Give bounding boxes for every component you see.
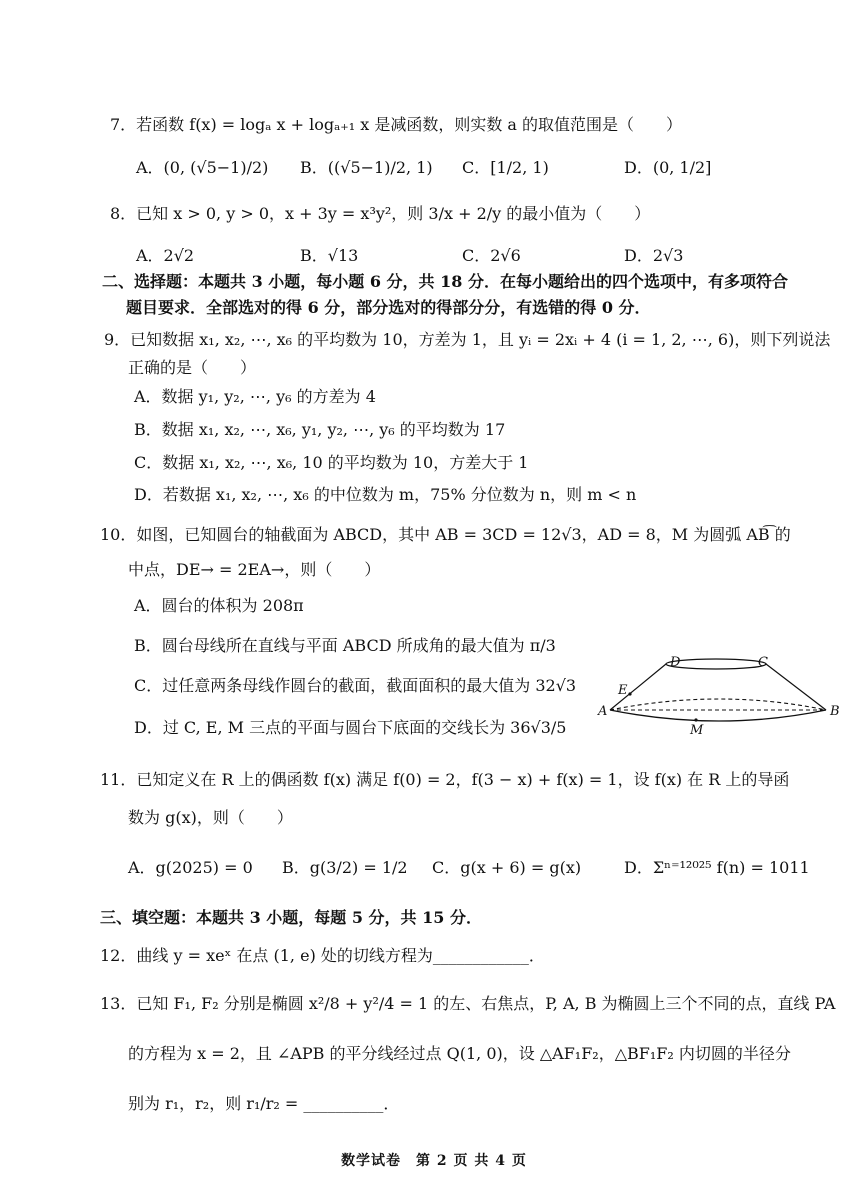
q10-option-d: D．过 C, E, M 三点的平面与圆台下底面的交线长为 36√3/5: [134, 718, 567, 737]
q10-stem-line2: 中点，DE→ = 2EA→，则（ ）: [128, 560, 381, 579]
generatrix-cb: [766, 664, 826, 710]
q7-option-d: D．(0, 1/2]: [624, 158, 712, 177]
q9-option-d: D．若数据 x₁, x₂, ⋯, x₆ 的中位数为 m，75% 分位数为 n，则 m < n: [134, 485, 637, 504]
q10-option-b: B．圆台母线所在直线与平面 ABCD 所成角的最大值为 π/3: [134, 636, 556, 655]
label-m: M: [690, 723, 704, 738]
q9-stem-line1: 9．已知数据 x₁, x₂, ⋯, x₆ 的平均数为 10，方差为 1，且 yᵢ = 2xᵢ + 4 (i = 1, 2, ⋯, 6)，则下列说法: [104, 330, 831, 349]
page-footer: 数学试卷 第 2 页 共 4 页: [341, 1153, 527, 1169]
point-e: [628, 692, 631, 695]
point-m: [694, 718, 697, 721]
q12-stem: 12．曲线 y = xeˣ 在点 (1, e) 处的切线方程为____________．: [100, 946, 545, 965]
label-d: D: [670, 655, 681, 670]
q13-stem-line2: 的方程为 x = 2，且 ∠APB 的平分线经过点 Q(1, 0)，设 △AF₁F₂，△BF₁F₂ 内切圆的半径分: [128, 1044, 791, 1063]
section2-line1: 二、选择题：本题共 3 小题，每小题 6 分，共 18 分．在每小题给出的四个选项中，有多项符合: [102, 272, 788, 291]
q8-option-c: C．2√6: [462, 246, 521, 265]
q9-stem-line2: 正确的是（ ）: [128, 358, 257, 377]
q9-option-a: A．数据 y₁, y₂, ⋯, y₆ 的方差为 4: [134, 387, 376, 406]
top-base-ellipse: [666, 659, 766, 669]
q11-stem-line1: 11．已知定义在 R 上的偶函数 f(x) 满足 f(0) = 2，f(3 − x) + f(x) = 1，设 f(x) 在 R 上的导函: [100, 770, 790, 789]
label-e: E: [618, 683, 628, 698]
bottom-base-back: [610, 699, 826, 710]
q13-stem-line1: 13．已知 F₁, F₂ 分别是椭圆 x²/8 + y²/4 = 1 的左、右焦点，P, A, B 为椭圆上三个不同的点，直线 PA: [100, 994, 836, 1013]
section3-line1: 三、填空题：本题共 3 小题，每题 5 分，共 15 分．: [100, 908, 482, 927]
q7-option-c: C．[1/2, 1): [462, 158, 549, 177]
q8-option-a: A．2√2: [136, 246, 195, 265]
q9-option-b: B．数据 x₁, x₂, ⋯, x₆, y₁, y₂, ⋯, y₆ 的平均数为 17: [134, 420, 506, 439]
q11-option-c: C．g(x + 6) = g(x): [432, 858, 582, 877]
q8-option-b: B．√13: [300, 246, 359, 265]
q13-stem-line3: 别为 r₁，r₂，则 r₁/r₂ = __________．: [128, 1094, 400, 1113]
label-c: C: [758, 655, 768, 670]
q7-stem: 7．若函数 f(x) = logₐ x + logₐ₊₁ x 是减函数，则实数 a 的取值范围是（ ）: [110, 115, 683, 134]
label-b: B: [830, 704, 840, 719]
q11-option-a: A．g(2025) = 0: [128, 858, 253, 877]
q9-option-c: C．数据 x₁, x₂, ⋯, x₆, 10 的平均数为 10，方差大于 1: [134, 453, 529, 472]
bottom-base-front: [610, 710, 826, 721]
q8-option-d: D．2√3: [624, 246, 684, 265]
q10-option-a: A．圆台的体积为 208π: [134, 596, 304, 615]
q7-option-b: B．((√5−1)/2, 1): [300, 158, 433, 177]
label-a: A: [598, 704, 608, 719]
q8-stem: 8．已知 x > 0, y > 0，x + 3y = x³y²，则 3/x + 2/y 的最小值为（ ）: [110, 204, 651, 223]
q11-stem-line2: 数为 g(x)，则（ ）: [128, 808, 293, 827]
q10-stem-line1: 10．如图，已知圆台的轴截面为 ABCD，其中 AB = 3CD = 12√3，AD = 8，M 为圆弧 AB͡ 的: [100, 525, 791, 544]
q11-option-b: B．g(3/2) = 1/2: [282, 858, 408, 877]
q10-option-c: C．过任意两条母线作圆台的截面，截面面积的最大值为 32√3: [134, 676, 577, 695]
section2-line2: 题目要求．全部选对的得 6 分，部分选对的得部分分，有选错的得 0 分．: [126, 298, 651, 317]
q7-option-a: A．(0, (√5−1)/2): [136, 158, 269, 177]
q11-option-d: D．Σⁿ⁼¹²⁰²⁵ f(n) = 1011: [624, 858, 810, 877]
frustum-figure: [590, 652, 850, 742]
